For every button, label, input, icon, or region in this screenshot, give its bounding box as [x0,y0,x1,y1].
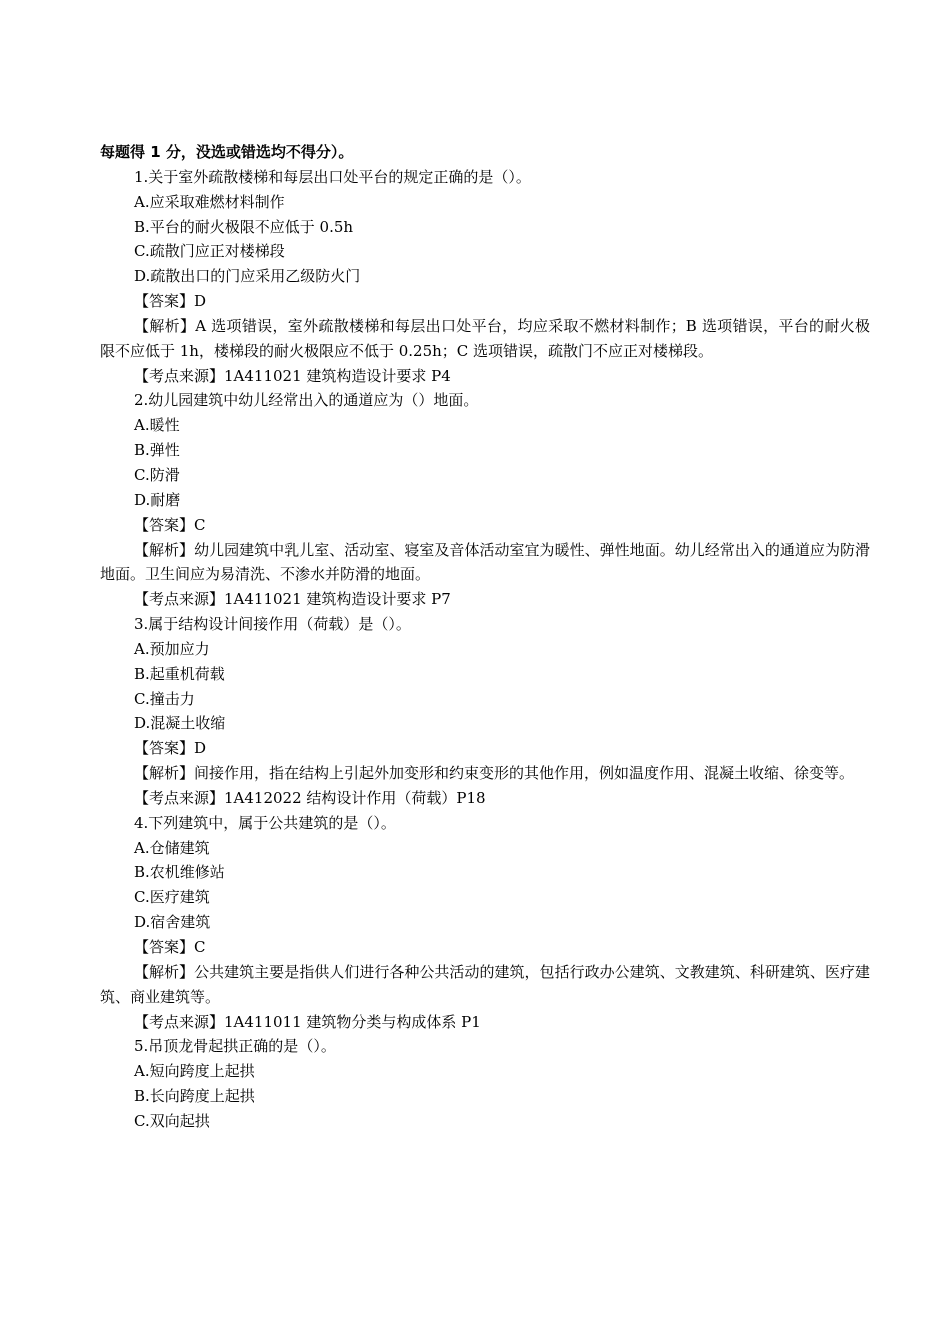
option-b: B.弹性 [134,441,180,460]
question-stem: 5.吊顶龙骨起拱正确的是（）。 [134,1037,336,1056]
option-b: B.平台的耐火极限不应低于 0.5h [134,217,354,236]
option-d: D.混凝土收缩 [134,714,226,733]
analysis-paragraph: 【解析】A 选项错误，室外疏散楼梯和每层出口处平台，均应采取不燃材料制作；B 选项错误，平台的耐火极限不应低于 1h，楼梯段的耐火极限应不低于 0.25h；C 选项错误，疏散门不应正对楼梯段。 [100,316,870,360]
source-line: 【考点来源】1A412022 结构设计作用（荷载）P18 [134,788,486,807]
question-stem: 4.下列建筑中，属于公共建筑的是（）。 [134,813,396,832]
question-block [100,388,870,612]
answer-line: 【答案】C [134,938,206,956]
question-block [100,612,870,811]
option-a: A.暖性 [134,416,180,435]
option-d: D.耐磨 [134,490,181,509]
question-stem: 3.属于结构设计间接作用（荷载）是（）。 [134,615,411,634]
option-c: C.双向起拱 [134,1111,210,1130]
source-line: 【考点来源】1A411021 建筑构造设计要求 P7 [134,590,451,609]
question-stem: 1.关于室外疏散楼梯和每层出口处平台的规定正确的是（）。 [134,167,531,186]
option-d: D.宿舍建筑 [134,913,211,932]
question-block [100,1034,870,1133]
analysis-paragraph: 【解析】间接作用，指在结构上引起外加变形和约束变形的其他作用，例如温度作用、混凝土收缩、徐变等。 [134,764,855,783]
option-d: D.疏散出口的门应采用乙级防火门 [134,267,361,286]
option-b: B.起重机荷载 [134,664,225,683]
option-c: C.防滑 [134,465,180,484]
option-a: A.预加应力 [134,639,210,658]
analysis-paragraph: 【解析】公共建筑主要是指供人们进行各种公共活动的建筑，包括行政办公建筑、文教建筑、科研建筑、医疗建筑、商业建筑等。 [100,962,870,1006]
question-block [100,165,870,389]
question-stem: 2.幼儿园建筑中幼儿经常出入的通道应为（）地面。 [134,391,479,410]
option-b: B.农机维修站 [134,863,225,882]
option-c: C.撞击力 [134,689,195,708]
option-a: A.短向跨度上起拱 [134,1062,255,1081]
question-block [100,811,870,1035]
source-line: 【考点来源】1A411021 建筑构造设计要求 P4 [134,366,451,385]
option-b: B.长向跨度上起拱 [134,1087,255,1106]
option-a: A.应采取难燃材料制作 [134,192,285,211]
document-content [100,140,870,1134]
option-c: C.疏散门应正对楼梯段 [134,242,285,261]
answer-line: 【答案】D [134,292,207,311]
option-c: C.医疗建筑 [134,888,210,907]
analysis-paragraph: 【解析】幼儿园建筑中乳儿室、活动室、寝室及音体活动室宜为暖性、弹性地面。幼儿经常出入的通道应为防滑地面。卫生间应为易清洗、不渗水并防滑的地面。 [100,540,870,584]
answer-line: 【答案】D [134,739,207,758]
answer-line: 【答案】C [134,515,206,534]
section-header-line: 每题得 1 分，没选或错选均不得分）。 [100,143,354,161]
option-a: A.仓储建筑 [134,838,210,857]
source-line: 【考点来源】1A411011 建筑物分类与构成体系 P1 [134,1012,481,1031]
